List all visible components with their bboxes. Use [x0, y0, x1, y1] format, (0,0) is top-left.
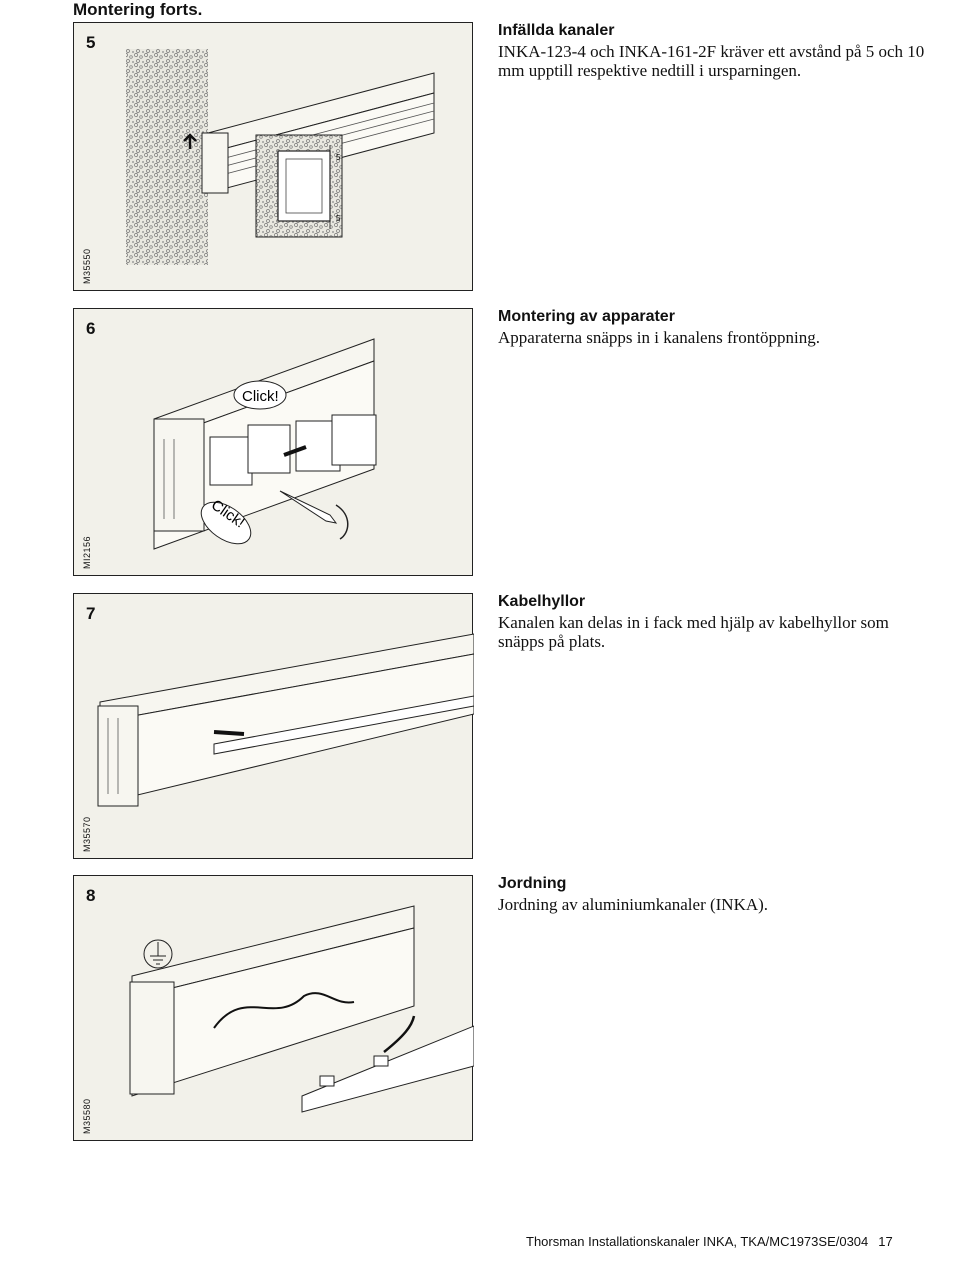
- figure-panel-5: [73, 22, 473, 291]
- figure-panel-7: [73, 593, 473, 859]
- section-heading: Montering av apparater: [498, 308, 675, 325]
- figure-code: M35550: [82, 248, 92, 284]
- section-number: 6: [86, 319, 96, 338]
- cable-shelf-illustration: [74, 594, 474, 860]
- figure-panel-6: [73, 308, 473, 576]
- grounding-illustration: [74, 876, 474, 1142]
- section-heading: Infällda kanaler: [498, 22, 615, 39]
- footer-text: Thorsman Installationskanaler INKA, TKA/MC1973SE/0304: [526, 1234, 869, 1249]
- page-number: 17: [878, 1234, 893, 1249]
- section-number: 5: [86, 33, 96, 52]
- dimension-label-top: 5: [336, 153, 341, 162]
- click-callout-top: Click!: [242, 388, 279, 405]
- section-body: Kanalen kan delas in i fack med hjälp av kabelhyllor som snäpps på plats.: [498, 613, 889, 651]
- section-body: Apparaterna snäpps in i kanalens frontöppning.: [498, 328, 820, 347]
- figure-code: MI2156: [82, 535, 92, 569]
- device-mounting-illustration: [74, 309, 474, 577]
- section-body: Jordning av aluminiumkanaler (INKA).: [498, 895, 769, 914]
- section-heading: Jordning: [498, 875, 567, 892]
- section-number: 8: [86, 886, 96, 905]
- recessed-duct-illustration: [74, 23, 474, 292]
- figure-panel-8: [73, 875, 473, 1141]
- section-heading: Kabelhyllor: [498, 593, 586, 610]
- section-body: INKA-123-4 och INKA-161-2F kräver ett avstånd på 5 och 10 mm upptill respektive nedtill i ursparningen.: [498, 42, 925, 80]
- section-number: 7: [86, 604, 96, 623]
- dimension-label-bottom: 5: [336, 214, 341, 223]
- figure-code: M35570: [82, 816, 92, 852]
- click-callout-bottom: Click!: [207, 496, 248, 532]
- ground-symbol-icon: [144, 940, 172, 968]
- page-footer: [526, 1234, 893, 1249]
- page-title: Montering forts.: [73, 0, 203, 19]
- figure-code: M35580: [82, 1098, 92, 1134]
